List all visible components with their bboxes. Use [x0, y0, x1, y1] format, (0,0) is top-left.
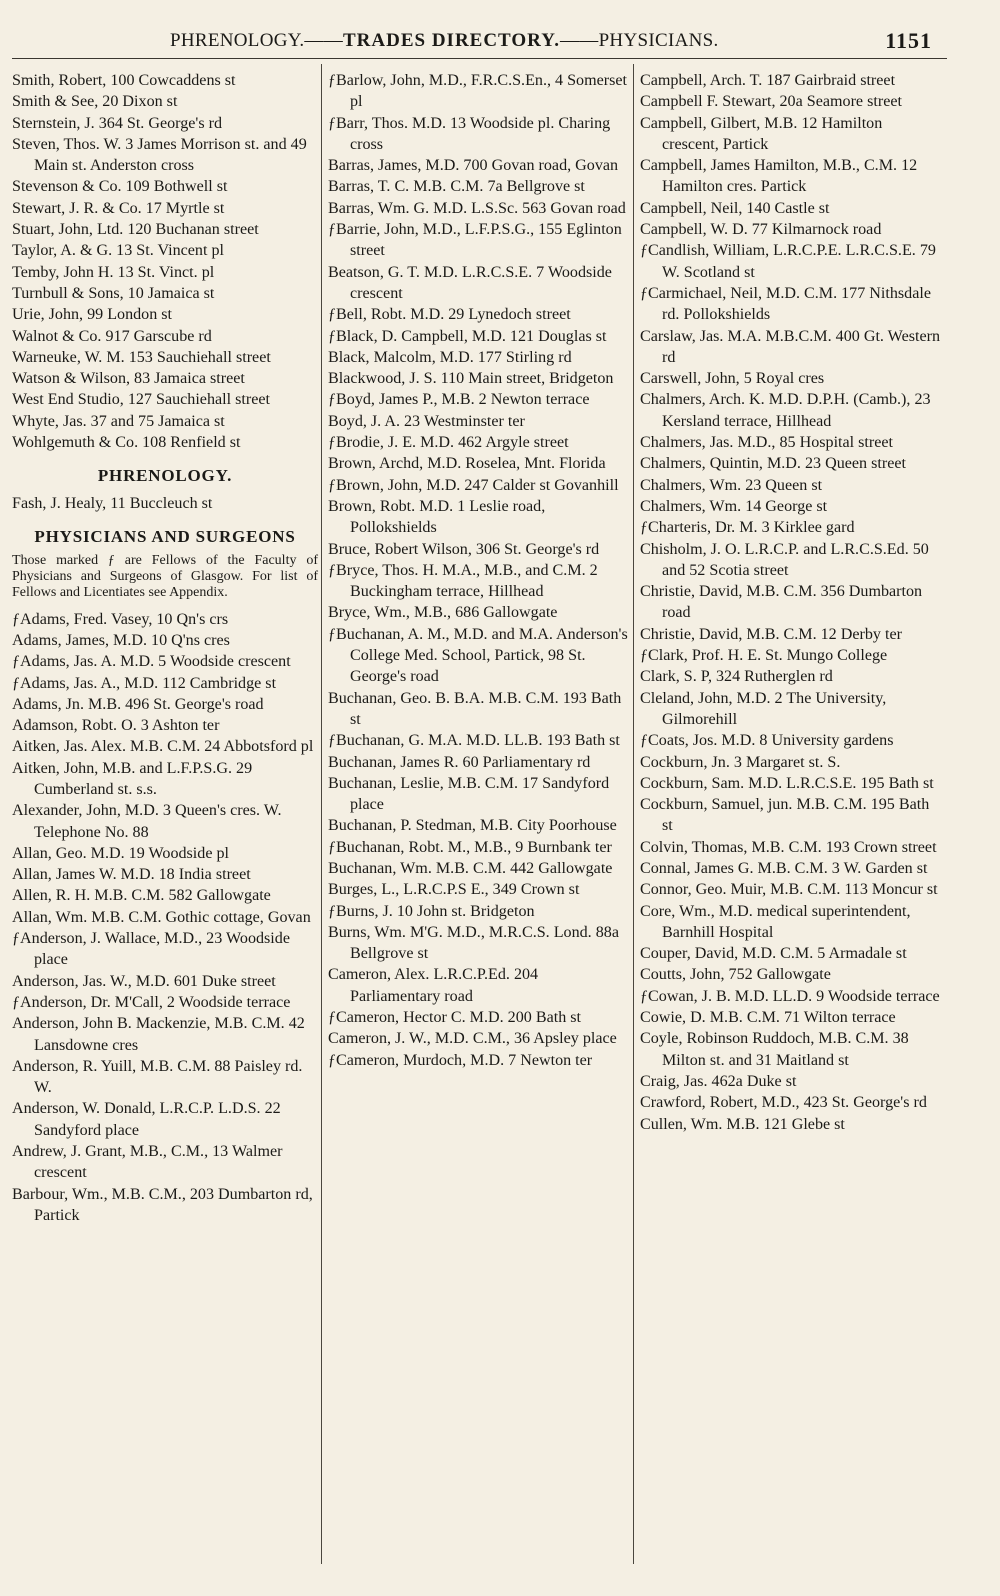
directory-entry: Cameron, Alex. L.R.C.P.Ed. 204 Parliamentary road [328, 966, 539, 1005]
directory-entry: Blackwood, J. S. 110 Main street, Bridgeton [328, 370, 614, 388]
directory-entry: Cameron, J. W., M.D. C.M., 36 Apsley place [328, 1030, 617, 1048]
directory-entry: Watson & Wilson, 83 Jamaica street [12, 370, 245, 388]
directory-entry: Bryce, Wm., M.B., 686 Gallowgate [328, 604, 558, 622]
directory-entry: Campbell, James Hamilton, M.B., C.M. 12 Hamilton cres. Partick [640, 157, 918, 196]
directory-entry: Campbell, W. D. 77 Kilmarnock road [640, 221, 882, 239]
section-note: Those marked ƒ are Fellows of the Faculty of Physicians and Surgeons of Glasgow. For list of Fellows and Licentiates see Appendix. [12, 553, 318, 600]
directory-entry: ƒCameron, Hector C. M.D. 200 Bath st [328, 1009, 581, 1027]
directory-entry: Bruce, Robert Wilson, 306 St. George's rd [328, 540, 600, 558]
directory-entry: Allan, James W. M.D. 18 India street [12, 866, 251, 884]
directory-entry: ƒClark, Prof. H. E. St. Mungo College [640, 647, 888, 665]
directory-entry: Carslaw, Jas. M.A. M.B.C.M. 400 Gt. Western rd [640, 327, 941, 366]
directory-entry: ƒBell, Robt. M.D. 29 Lynedoch street [328, 306, 571, 324]
directory-entry: ƒBarrie, John, M.D., L.F.P.S.G., 155 Eglinton street [328, 221, 622, 260]
directory-entry: Whyte, Jas. 37 and 75 Jamaica st [12, 412, 225, 430]
directory-entry: Buchanan, P. Stedman, M.B. City Poorhouse [328, 817, 617, 835]
directory-entry: ƒBuchanan, A. M., M.D. and M.A. Anderson's College Med. School, Partick, 98 St. George's road [328, 625, 628, 686]
directory-entry: Crawford, Robert, M.D., 423 St. George's rd [640, 1094, 927, 1112]
directory-entry: Urie, John, 99 London st [12, 306, 173, 324]
directory-entry: Chisholm, J. O. L.R.C.P. and L.R.C.S.Ed. 50 and 52 Scotia street [640, 540, 929, 579]
directory-entry: Beatson, G. T. M.D. L.R.C.S.E. 7 Woodside crescent [328, 263, 612, 302]
directory-entry: Christie, David, M.B. C.M. 12 Derby ter [640, 625, 902, 643]
running-head [0, 30, 1000, 60]
directory-entry: Buchanan, James R. 60 Parliamentary rd [328, 753, 591, 771]
directory-entry: Burns, Wm. M'G. M.D., M.R.C.S. Lond. 88a Bellgrove st [328, 923, 619, 963]
directory-entry: Craig, Jas. 462a Duke st [640, 1072, 797, 1090]
directory-entry: Taylor, A. & G. 13 St. Vincent pl [12, 242, 224, 260]
column-2 [328, 70, 630, 1071]
directory-entry: ƒBrown, John, M.D. 247 Calder st Govanhill [328, 476, 619, 494]
section-heading: PHRENOLOGY. [97, 466, 233, 486]
directory-entry: Anderson, John B. Mackenzie, M.B. C.M. 42 Lansdowne cres [12, 1015, 305, 1054]
directory-entry: ƒCoats, Jos. M.D. 8 University gardens [640, 732, 894, 750]
directory-entry: Couper, David, M.D. C.M. 5 Armadale st [640, 945, 907, 963]
directory-entry: Boyd, J. A. 23 Westminster ter [328, 412, 525, 430]
directory-entry: Aitken, John, M.B. and L.F.P.S.G. 29 Cumberland st. s.s. [12, 759, 253, 798]
directory-entry: Cleland, John, M.D. 2 The University, Gilmorehill [640, 689, 887, 728]
directory-entry: Buchanan, Geo. B. B.A. M.B. C.M. 193 Bath st [328, 689, 622, 728]
directory-entry: Alexander, John, M.D. 3 Queen's cres. W. Telephone No. 88 [12, 802, 282, 841]
running-head-left: PHRENOLOGY. [170, 30, 305, 51]
directory-entry: West End Studio, 127 Sauchiehall street [12, 391, 270, 409]
directory-entry: Burges, L., L.R.C.P.S E., 349 Crown st [328, 881, 580, 899]
directory-entry: ƒBarlow, John, M.D., F.R.C.S.En., 4 Somerset pl [328, 72, 627, 111]
directory-entry: Cockburn, Samuel, jun. M.B. C.M. 195 Bath st [640, 796, 930, 835]
directory-entry: ƒBurns, J. 10 John st. Bridgeton [328, 902, 535, 920]
directory-entry: Buchanan, Leslie, M.B. C.M. 17 Sandyford place [328, 774, 610, 814]
header-rule [12, 58, 947, 59]
directory-entry: Chalmers, Quintin, M.D. 23 Queen street [640, 455, 906, 473]
directory-entry: ƒBryce, Thos. H. M.A., M.B., and C.M. 2 Buckingham terrace, Hillhead [328, 561, 598, 601]
directory-entry: Stewart, J. R. & Co. 17 Myrtle st [12, 199, 225, 217]
directory-entry: Black, Malcolm, M.D. 177 Stirling rd [328, 348, 572, 366]
column-1 [12, 70, 318, 1226]
directory-entry: Chalmers, Wm. 23 Queen st [640, 476, 823, 494]
directory-entry: Wohlgemuth & Co. 108 Renfield st [12, 434, 241, 452]
directory-entry: Chalmers, Arch. K. M.D. D.P.H. (Camb.), 23 Kersland terrace, Hillhead [640, 391, 931, 430]
directory-entry: Cowie, D. M.B. C.M. 71 Wilton terrace [640, 1009, 896, 1027]
directory-entry: Buchanan, Wm. M.B. C.M. 442 Gallowgate [328, 859, 613, 877]
directory-entry: Aitken, Jas. Alex. M.B. C.M. 24 Abbotsford pl [12, 738, 314, 756]
directory-entry: Anderson, R. Yuill, M.B. C.M. 88 Paisley rd. W. [12, 1057, 303, 1097]
directory-entry: Connor, Geo. Muir, M.B. C.M. 113 Moncur st [640, 881, 938, 899]
column-rule [633, 64, 634, 1564]
directory-entry: Steven, Thos. W. 3 James Morrison st. and 49 Main st. Anderston cross [12, 135, 307, 175]
directory-entry: Sternstein, J. 364 St. George's rd [12, 114, 223, 132]
directory-entry: ƒAnderson, Dr. M'Call, 2 Woodside terrace [12, 993, 291, 1011]
directory-entry: Adams, James, M.D. 10 Q'ns cres [12, 631, 230, 649]
directory-entry: ƒBarr, Thos. M.D. 13 Woodside pl. Charing cross [328, 114, 611, 153]
directory-entry: Campbell F. Stewart, 20a Seamore street [640, 93, 902, 111]
directory-entry: Fash, J. Healy, 11 Buccleuch st [12, 494, 213, 512]
directory-entry: Allan, Geo. M.D. 19 Woodside pl [12, 844, 229, 862]
directory-entry: Allen, R. H. M.B. C.M. 582 Gallowgate [12, 887, 271, 905]
column-rule [321, 64, 322, 1564]
directory-entry: Cockburn, Sam. M.D. L.R.C.S.E. 195 Bath st [640, 774, 934, 792]
directory-entry: Connal, James G. M.B. C.M. 3 W. Garden st [640, 859, 928, 877]
directory-entry: Smith, Robert, 100 Cowcaddens st [12, 72, 236, 89]
directory-entry: Warneuke, W. M. 153 Sauchiehall street [12, 348, 271, 366]
directory-entry: Carswell, John, 5 Royal cres [640, 370, 825, 388]
directory-entry: Coutts, John, 752 Gallowgate [640, 966, 831, 984]
directory-entry: Christie, David, M.B. C.M. 356 Dumbarton road [640, 583, 923, 622]
directory-entry: ƒBoyd, James P., M.B. 2 Newton terrace [328, 391, 590, 409]
directory-entry: Adamson, Robt. O. 3 Ashton ter [12, 717, 220, 735]
directory-entry: Campbell, Arch. T. 187 Gairbraid street [640, 72, 896, 89]
directory-entry: ƒAdams, Jas. A., M.D. 112 Cambridge st [12, 674, 277, 692]
page-number: 1151 [885, 28, 932, 53]
directory-entry: ƒAdams, Jas. A. M.D. 5 Woodside crescent [12, 653, 291, 671]
running-head-center: TRADES DIRECTORY. [343, 30, 560, 51]
directory-entry: Brown, Archd, M.D. Roselea, Mnt. Florida [328, 455, 606, 473]
directory-entry: Colvin, Thomas, M.B. C.M. 193 Crown street [640, 838, 937, 856]
directory-entry: Cullen, Wm. M.B. 121 Glebe st [640, 1115, 845, 1133]
directory-entry: Anderson, Jas. W., M.D. 601 Duke street [12, 972, 276, 990]
directory-entry: ƒBlack, D. Campbell, M.D. 121 Douglas st [328, 327, 607, 345]
directory-entry: Coyle, Robinson Ruddoch, M.B. C.M. 38 Milton st. and 31 Maitland st [640, 1030, 909, 1069]
directory-entry: Campbell, Gilbert, M.B. 12 Hamilton crescent, Partick [640, 114, 883, 153]
directory-entry: ƒCarmichael, Neil, M.D. C.M. 177 Nithsdale rd. Pollokshields [640, 284, 931, 324]
column-3 [640, 70, 940, 1135]
directory-entry: Temby, John H. 13 St. Vinct. pl [12, 263, 215, 281]
directory-entry: Walnot & Co. 917 Garscube rd [12, 327, 212, 345]
directory-entry: Brown, Robt. M.D. 1 Leslie road, Pollokshields [328, 497, 546, 537]
directory-entry: Barras, Wm. G. M.D. L.S.Sc. 563 Govan road [328, 199, 626, 217]
directory-entry: Stuart, John, Ltd. 120 Buchanan street [12, 221, 259, 239]
directory-entry: Campbell, Neil, 140 Castle st [640, 199, 830, 217]
directory-entry: ƒBuchanan, Robt. M., M.B., 9 Burnbank ter [328, 838, 612, 856]
directory-entry: Andrew, J. Grant, M.B., C.M., 13 Walmer crescent [12, 1143, 283, 1182]
directory-entry: ƒCameron, Murdoch, M.D. 7 Newton ter [328, 1051, 593, 1069]
directory-entry: Adams, Jn. M.B. 496 St. George's road [12, 695, 264, 713]
directory-entry: Barras, T. C. M.B. C.M. 7a Bellgrove st [328, 178, 585, 196]
directory-entry: ƒCowan, J. B. M.D. LL.D. 9 Woodside terrace [640, 987, 940, 1005]
directory-entry: Smith & See, 20 Dixon st [12, 93, 178, 111]
directory-entry: Cockburn, Jn. 3 Margaret st. S. [640, 753, 841, 771]
directory-entry: Barbour, Wm., M.B. C.M., 203 Dumbarton rd, Partick [12, 1185, 313, 1224]
directory-entry: ƒAnderson, J. Wallace, M.D., 23 Woodside place [12, 930, 290, 969]
directory-entry: Chalmers, Jas. M.D., 85 Hospital street [640, 434, 893, 452]
directory-entry: ƒAdams, Fred. Vasey, 10 Qn's crs [12, 610, 229, 628]
running-title: PHRENOLOGY.——TRADES DIRECTORY.——PHYSICIANS. [170, 30, 719, 51]
directory-entry: Allan, Wm. M.B. C.M. Gothic cottage, Govan [12, 908, 311, 926]
directory-entry: ƒBuchanan, G. M.A. M.D. LL.B. 193 Bath st [328, 732, 620, 750]
directory-entry: Core, Wm., M.D. medical superintendent, Barnhill Hospital [640, 902, 911, 941]
directory-entry: Anderson, W. Donald, L.R.C.P. L.D.S. 22 Sandyford place [12, 1100, 281, 1139]
directory-entry: ƒBrodie, J. E. M.D. 462 Argyle street [328, 434, 569, 452]
directory-entry: Clark, S. P, 324 Rutherglen rd [640, 668, 833, 686]
section-heading: PHYSICIANS AND SURGEONS [34, 526, 296, 546]
running-head-right: PHYSICIANS. [598, 30, 719, 51]
directory-entry: Turnbull & Sons, 10 Jamaica st [12, 284, 215, 302]
directory-entry: Chalmers, Wm. 14 George st [640, 497, 828, 515]
directory-entry: Stevenson & Co. 109 Bothwell st [12, 178, 228, 196]
directory-entry: ƒCandlish, William, L.R.C.P.E. L.R.C.S.E. 79 W. Scotland st [640, 242, 936, 281]
directory-entry: ƒCharteris, Dr. M. 3 Kirklee gard [640, 519, 855, 537]
directory-entry: Barras, James, M.D. 700 Govan road, Govan [328, 157, 619, 175]
